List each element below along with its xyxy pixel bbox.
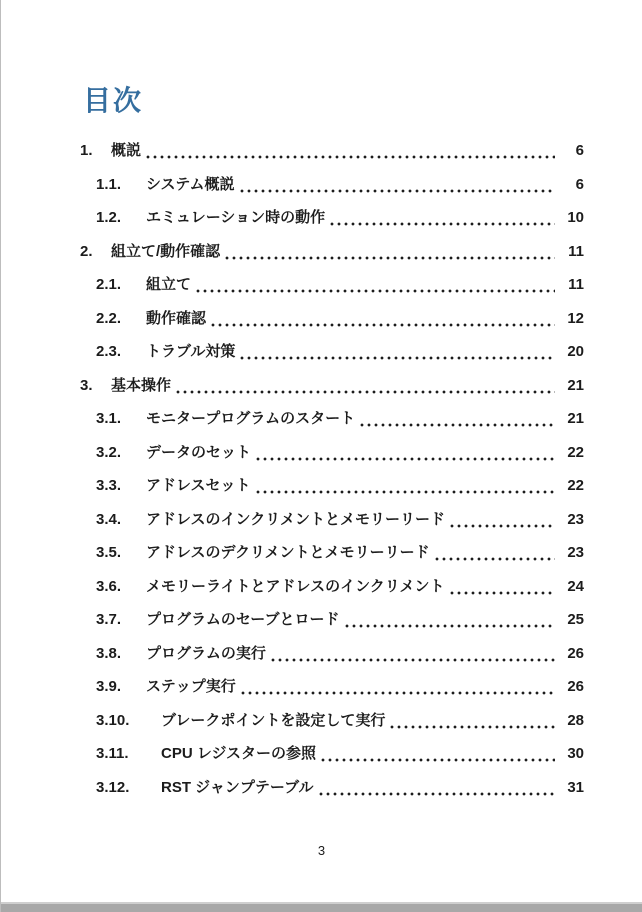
toc-entry[interactable] [1,409,642,429]
toc-entry[interactable] [1,711,642,731]
toc-leader-dots [225,256,555,260]
toc-title: 目次 [83,85,144,116]
toc-page-number: 10 [567,209,584,226]
toc-entry-number: 3.9. [96,678,122,695]
toc-leader-dots [435,557,555,561]
toc-leader-dots [450,591,555,595]
toc-leader-dots [330,222,555,226]
toc-leader-dots [241,691,555,695]
toc-entry-number: 3.2. [96,443,122,461]
toc-entry-number: 3.8. [96,644,122,662]
toc-leader-dots [240,356,555,360]
toc-entry-number: 3.6. [96,577,122,595]
toc-entry-label: アドレスのインクリメントとメモリーリード [146,510,445,528]
toc-entry-number: 1.1. [96,175,122,193]
toc-entry-label: モニタープログラムのスタート [146,410,356,427]
toc-entry-label: エミュレーション時の動作 [146,209,326,226]
toc-entry[interactable] [1,242,642,262]
toc-leader-dots [319,792,555,796]
toc-entry[interactable] [1,778,642,798]
toc-leader-dots [240,189,555,193]
toc-page-number: 28 [567,711,584,729]
toc-entry-label: システム概説 [146,175,235,193]
toc-leader-dots [360,423,555,427]
toc-entry-label: 動作確認 [146,309,207,327]
toc-entry-label: データのセット [146,443,252,461]
toc-page-number: 30 [567,745,584,762]
toc-entry-label: 組立て/動作確認 [111,242,221,260]
toc-leader-dots [256,457,555,461]
page-bottom-edge [1,902,642,912]
toc-entry-number: 3. [80,376,93,394]
toc-entry[interactable] [1,141,642,161]
toc-entry[interactable] [1,309,642,329]
toc-entry-label: 基本操作 [111,376,172,394]
toc-entry-number: 3.11. [96,745,129,762]
toc-page-number: 12 [567,309,584,327]
toc-page-number: 24 [567,577,584,595]
toc-page-number: 25 [567,611,584,628]
toc-entry-number: 2.2. [96,309,122,327]
toc-page-number: 22 [567,443,584,461]
toc-page-number: 11 [568,276,584,293]
toc-entry[interactable] [1,610,642,630]
toc-entry-number: 3.3. [96,477,122,494]
toc-entry[interactable] [1,275,642,295]
toc-leader-dots [211,323,555,327]
toc-entry[interactable] [1,208,642,228]
toc-entry[interactable] [1,510,642,530]
toc-entry-number: 3.1. [96,410,122,427]
toc-leader-dots [256,490,555,494]
footer-page-number: 3 [317,843,326,858]
toc-entry[interactable] [1,744,642,764]
toc-entry-label: CPU レジスターの参照 [161,745,317,762]
toc-page-number: 22 [567,477,584,494]
toc-entry-number: 2.3. [96,343,122,360]
toc-entry-label: ブレークポイントを設定して実行 [161,711,386,729]
toc-entry-label: アドレスセット [146,477,251,494]
toc-entry-number: 3.7. [96,611,122,628]
toc-page-number: 26 [567,678,584,695]
toc-leader-dots [321,758,555,762]
toc-page-number: 31 [567,778,584,796]
toc-leader-dots [146,155,555,159]
toc-entry-label: プログラムのセーブとロード [146,611,340,628]
toc-entry-number: 2. [80,242,93,260]
toc-entry-number: 1.2. [96,209,122,226]
toc-page-number: 23 [567,544,584,561]
toc-page-number: 11 [568,242,584,260]
toc-entry[interactable] [1,577,642,597]
toc-entry[interactable] [1,342,642,362]
toc-entry[interactable] [1,543,642,563]
toc-entry-label: RST ジャンプテーブル [161,778,314,796]
toc-list [1,141,642,798]
toc-entry-label: 概説 [111,142,142,159]
toc-entry-number: 3.5. [96,544,122,561]
toc-entry[interactable] [1,376,642,396]
toc-entry[interactable] [1,476,642,496]
toc-entry-label: 組立て [146,276,192,293]
toc-entry-number: 3.10. [96,711,130,729]
toc-page-number: 26 [567,644,584,662]
toc-entry-label: ステップ実行 [146,678,236,695]
toc-page-number: 6 [575,142,584,159]
toc-entry-number: 3.4. [96,510,122,528]
toc-entry[interactable] [1,644,642,664]
toc-entry-label: プログラムの実行 [146,644,266,662]
toc-page-number: 23 [567,510,584,528]
toc-entry-label: トラブル対策 [146,343,236,360]
toc-leader-dots [450,524,555,528]
toc-entry[interactable] [1,443,642,463]
toc-entry-label: アドレスのデクリメントとメモリーリード [146,544,430,561]
toc-leader-dots [390,725,555,729]
toc-leader-dots [271,658,555,662]
toc-entry[interactable] [1,677,642,697]
toc-leader-dots [345,624,555,628]
toc-page-number: 6 [575,175,584,193]
toc-leader-dots [196,289,555,293]
toc-entry[interactable] [1,175,642,195]
toc-entry-label: メモリーライトとアドレスのインクリメント [146,577,445,595]
toc-leader-dots [176,390,555,394]
toc-page-number: 21 [567,410,584,427]
toc-page-number: 21 [567,376,584,394]
toc-entry-number: 1. [80,142,93,159]
toc-entry-number: 3.12. [96,778,130,796]
toc-entry-number: 2.1. [96,276,122,293]
toc-page-number: 20 [567,343,584,360]
